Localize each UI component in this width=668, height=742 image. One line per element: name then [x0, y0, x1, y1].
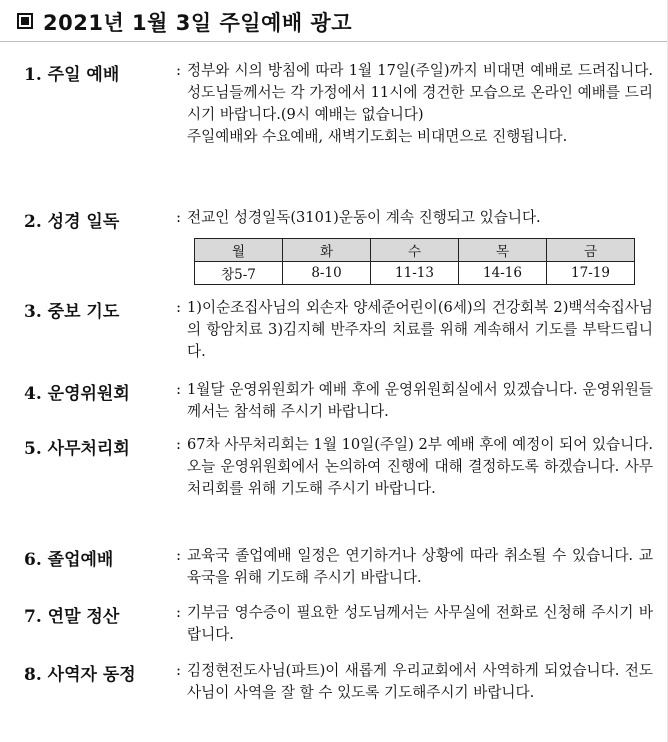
item-body	[187, 545, 653, 589]
item-paragraph: 1월달 운영위원회가 예배 후에 운영위원회실에서 있겠습니다. 운영위원들께서는 참석해 주시기 바랍니다.	[187, 381, 653, 420]
item-label: 8. 사역자 동정	[24, 665, 136, 685]
item-paragraph: 교육국 졸업예배 일정은 연기하거나 상황에 따라 취소될 수 있습니다. 교육국을 위해 기도해 주시기 바랍니다.	[187, 547, 653, 586]
schedule-day-thu: 목	[459, 239, 547, 262]
item-paragraph: 김정현전도사님(파트)이 새롭게 우리교회에서 사역하게 되었습니다. 전도사님이 사역을 잘 할 수 있도록 기도해주시기 바랍니다.	[187, 662, 653, 701]
item-colon: :	[176, 61, 182, 79]
schedule-value-row	[195, 262, 635, 285]
item-colon: :	[176, 208, 182, 226]
item-paragraph: 1)이순조집사님의 외손자 양세준어린이(6세)의 건강회복 2)백석숙집사님의 항암치료 3)김지혜 반주자의 치료를 위해 계속해서 기도를 부탁드립니다.	[187, 299, 653, 360]
schedule-day-mon: 월	[195, 239, 283, 262]
item-label: 6. 졸업예배	[24, 550, 114, 570]
square-bullet-icon	[17, 13, 33, 29]
item-label: 4. 운영위원회	[24, 384, 130, 404]
item-colon: :	[176, 380, 182, 398]
item-label: 2. 성경 일독	[24, 212, 120, 232]
item-label: 5. 사무처리회	[24, 439, 130, 459]
schedule-value-mon: 창5-7	[195, 262, 283, 285]
item-body	[187, 660, 653, 704]
item-colon: :	[176, 661, 182, 679]
item-body	[187, 60, 653, 148]
item-colon: :	[176, 546, 182, 564]
page-title: 2021년 1월 3일 주일예배 광고	[43, 11, 352, 35]
schedule-day-fri: 금	[547, 239, 635, 262]
item-body	[187, 207, 653, 229]
item-body	[187, 297, 653, 363]
schedule-header-row	[195, 239, 635, 262]
schedule-value-tue: 8-10	[283, 262, 371, 285]
reading-schedule-table	[194, 238, 635, 285]
item-colon: :	[176, 298, 182, 316]
item-body	[187, 379, 653, 423]
schedule-day-tue: 화	[283, 239, 371, 262]
item-label: 7. 연말 정산	[24, 607, 120, 627]
item-paragraph: 정부와 시의 방침에 따라 1월 17일(주일)까지 비대면 예배로 드려집니다. 성도님들께서는 각 가정에서 11시에 경건한 모습으로 온라인 예배를 드리시기 바랍니다.(9시 예배는 없습니다)	[187, 62, 653, 123]
schedule-value-thu: 14-16	[459, 262, 547, 285]
item-colon: :	[176, 435, 182, 453]
item-paragraph: 67차 사무처리회는 1월 10일(주일) 2부 예배 후에 예정이 되어 있습니다. 오늘 운영위원회에서 논의하여 진행에 대해 결정하도록 하겠습니다. 사무처리회를 위해 기도해 주시기 바랍니다.	[187, 436, 653, 497]
item-label: 1. 주일 예배	[24, 65, 120, 85]
schedule-value-wed: 11-13	[371, 262, 459, 285]
item-paragraph: 기부금 영수증이 필요한 성도님께서는 사무실에 전화로 신청해 주시기 바랍니다.	[187, 604, 653, 643]
item-body	[187, 602, 653, 646]
schedule-value-fri: 17-19	[547, 262, 635, 285]
schedule-day-wed: 수	[371, 239, 459, 262]
item-colon: :	[176, 603, 182, 621]
item-label: 3. 중보 기도	[24, 302, 120, 322]
item-paragraph: 전교인 성경일독(3101)운동이 계속 진행되고 있습니다.	[187, 209, 541, 226]
item-paragraph: 주일예배와 수요예배, 새벽기도회는 비대면으로 진행됩니다.	[187, 128, 568, 145]
announcement-header	[0, 0, 668, 42]
item-body	[187, 434, 653, 500]
